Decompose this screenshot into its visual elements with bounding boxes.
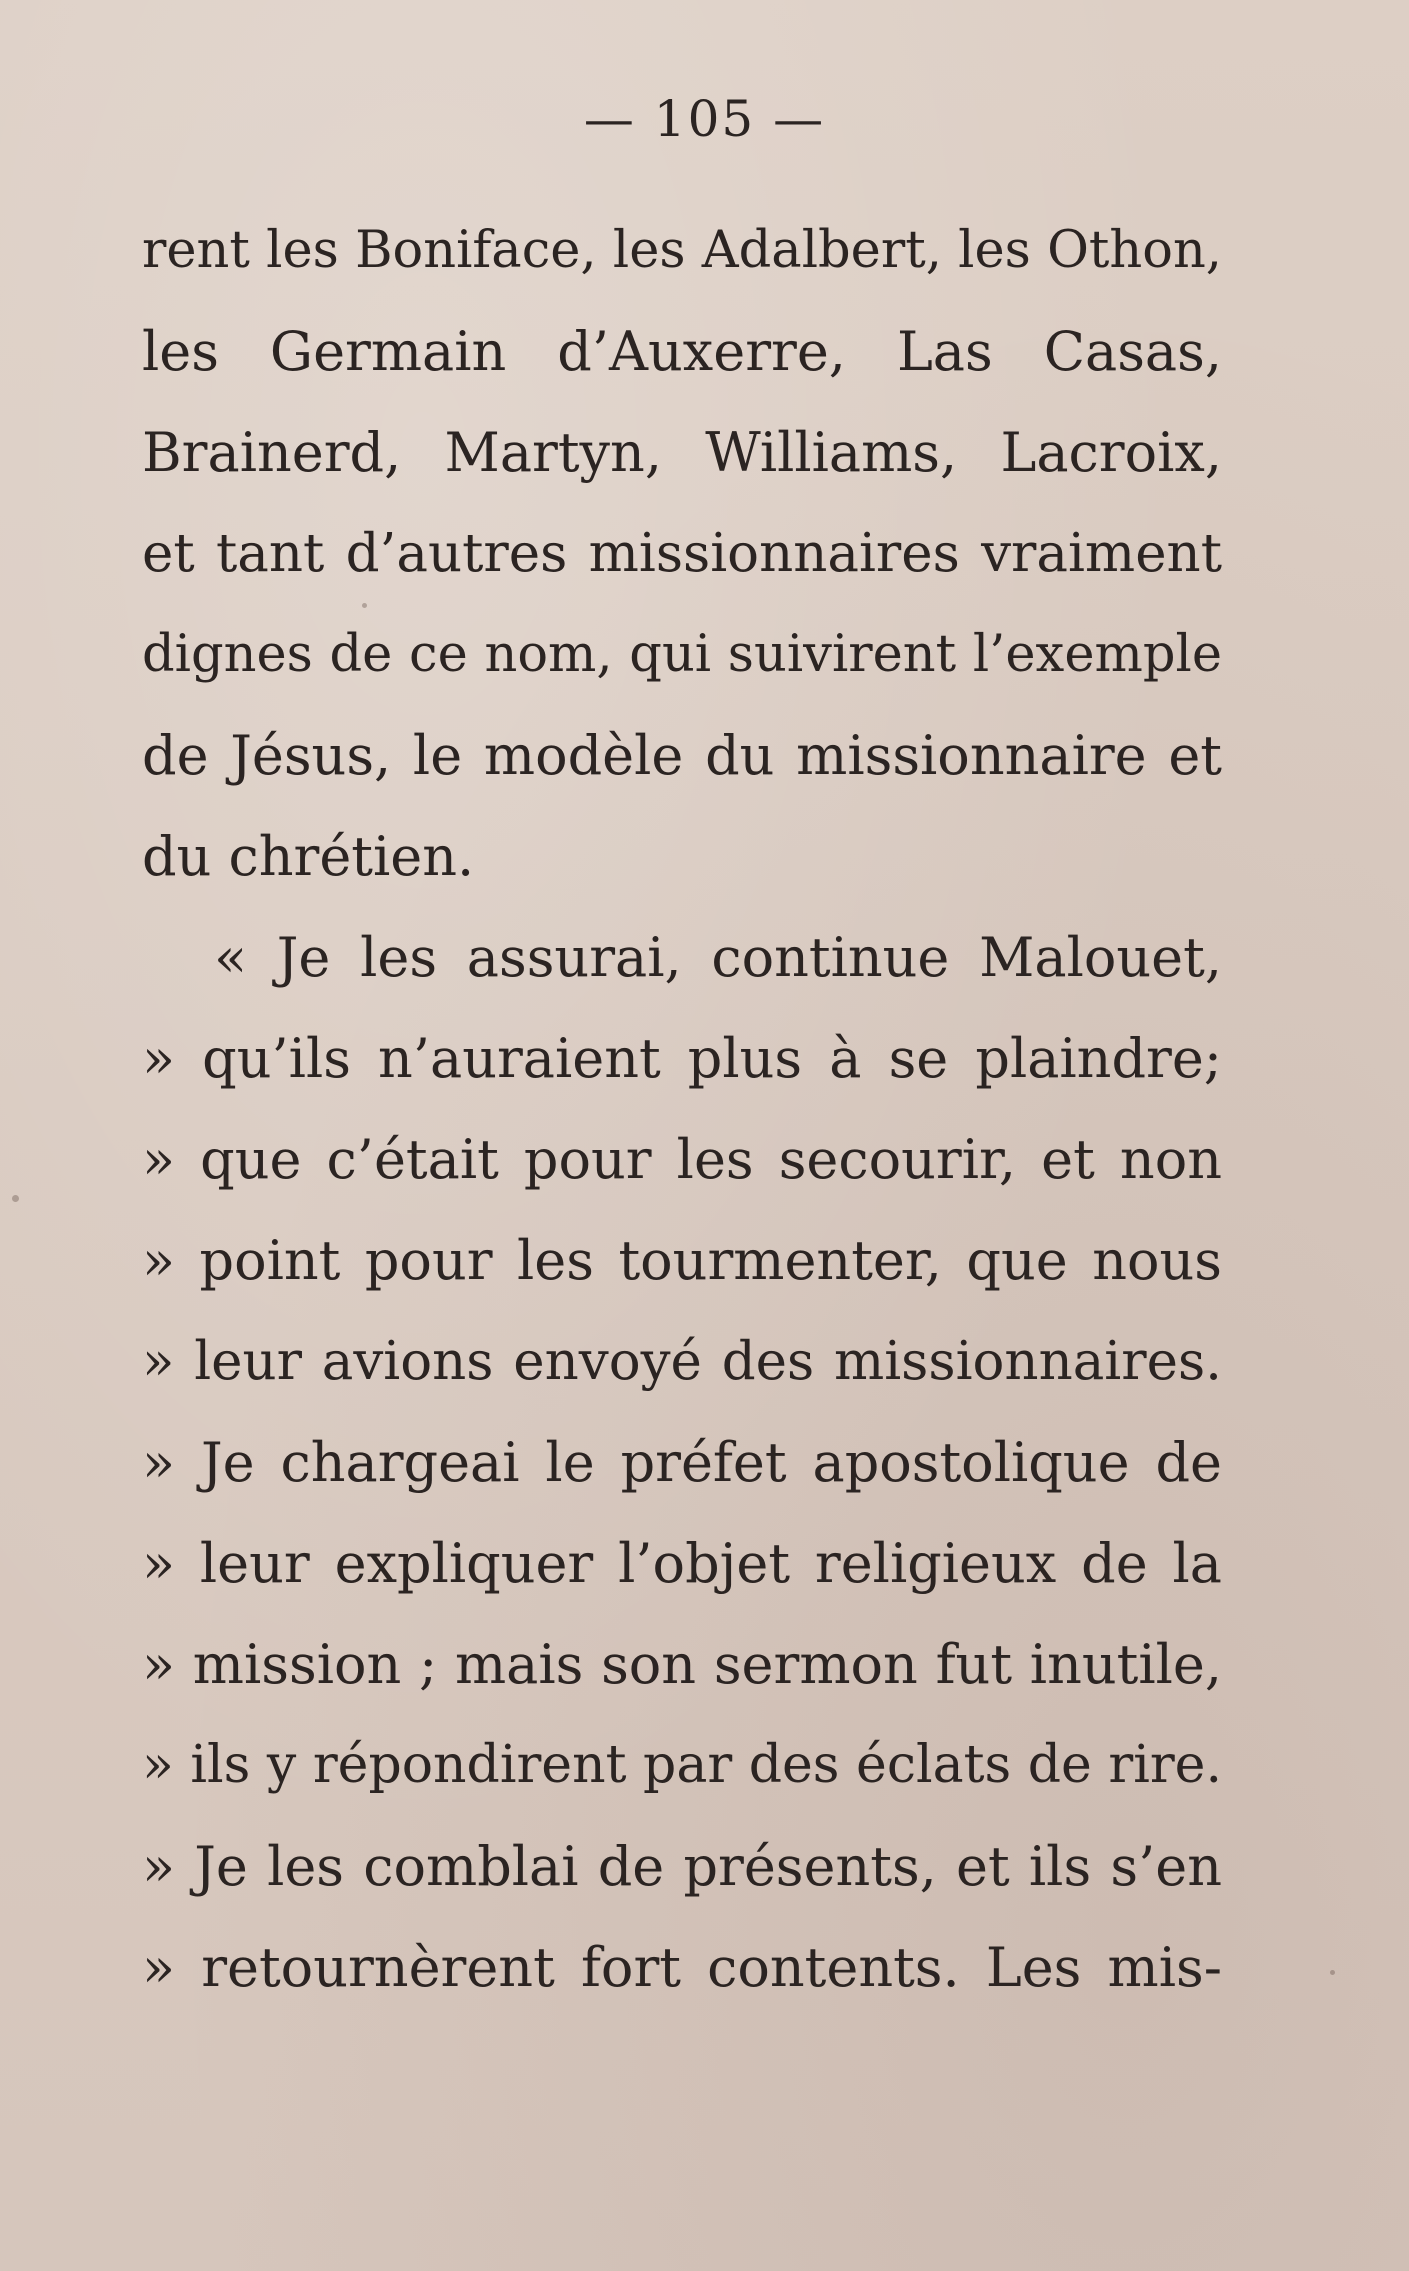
- text-line: les Germain d’Auxerre, Las Casas,: [142, 320, 1222, 383]
- text-line: dignes de ce nom, qui suivirent l’exemple: [142, 625, 1222, 684]
- text-line: » point pour les tourmenter, que nous: [142, 1229, 1222, 1292]
- text-line: » leur expliquer l’objet religieux de la: [142, 1532, 1222, 1595]
- text-line: » Je les comblai de présents, et ils s’en: [142, 1835, 1222, 1898]
- text-line: » leur avions envoyé des missionnaires.: [142, 1331, 1222, 1392]
- text-line: » mission ; mais son sermon fut inutile,: [142, 1633, 1222, 1696]
- text-line: « Je les assurai, continue Malouet,: [214, 926, 1222, 989]
- page-number: — 105 —: [583, 90, 826, 148]
- text-line: » qu’ils n’auraient plus à se plaindre;: [142, 1027, 1222, 1090]
- text-line: » que c’était pour les secourir, et non: [142, 1128, 1222, 1191]
- text-line: et tant d’autres missionnaires vraiment: [142, 523, 1222, 584]
- text-line: du chrétien.: [142, 825, 475, 888]
- text-line: de Jésus, le modèle du missionnaire et: [142, 724, 1222, 787]
- paper-speck: [12, 1195, 19, 1202]
- text-line: » retournèrent fort contents. Les mis-: [142, 1936, 1222, 1999]
- text-line: » Je chargeai le préfet apostolique de: [142, 1431, 1222, 1494]
- text-line: rent les Boniface, les Adalbert, les Othon,: [142, 221, 1222, 280]
- paper-speck: [1330, 1970, 1335, 1975]
- body-text: [142, 200, 1222, 2018]
- text-line: Brainerd, Martyn, Williams, Lacroix,: [142, 421, 1222, 484]
- text-line: » ils y répondirent par des éclats de rire.: [142, 1735, 1222, 1795]
